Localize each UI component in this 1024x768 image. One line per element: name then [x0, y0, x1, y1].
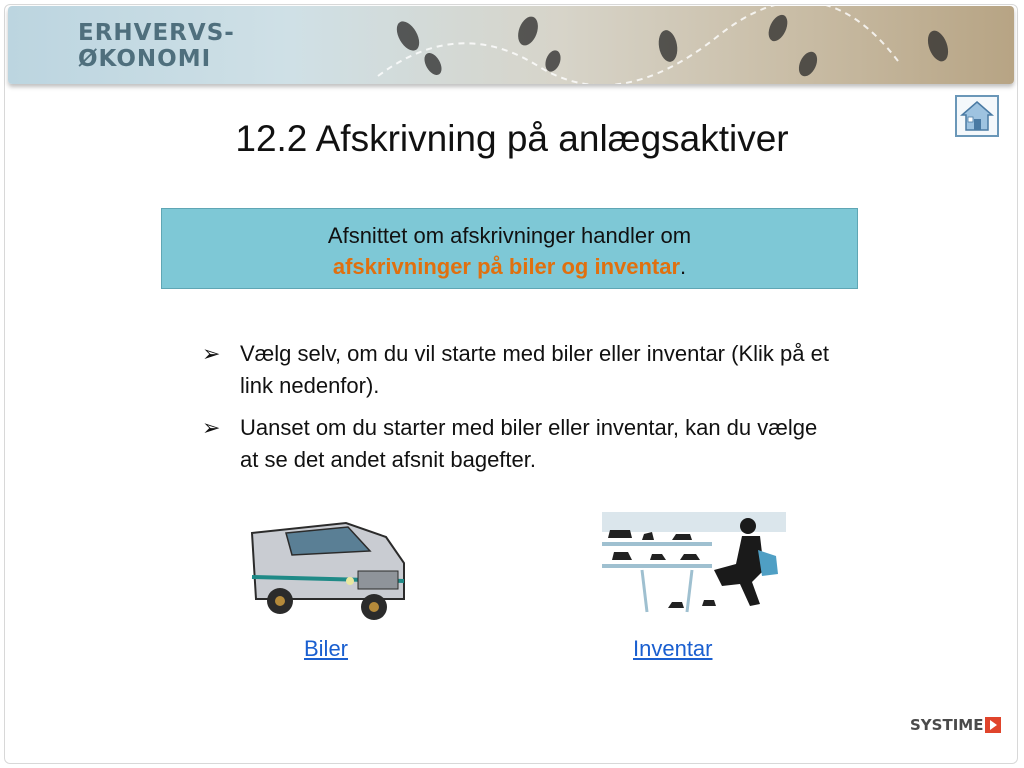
intro-highlight: afskrivninger på biler og inventar [332, 254, 681, 279]
bullet-text: Vælg selv, om du vil starte med biler eller inventar (Klik på et link nedenfor). [240, 341, 829, 398]
bullet-text: Uanset om du starter med biler eller inventar, kan du vælge at se det andet afsnit bagefter. [240, 415, 818, 472]
shop-image[interactable] [602, 512, 786, 620]
banner-footprints-art [338, 6, 1014, 84]
systime-arrow-icon [985, 717, 1001, 733]
app-logo [78, 20, 235, 72]
logo-line-2: ØKONOMI [78, 46, 212, 72]
arrow-bullet-icon: ➢ [202, 341, 221, 366]
inventar-link[interactable]: Inventar [633, 636, 713, 661]
header-banner [8, 6, 1014, 84]
intro-suffix: . [680, 254, 687, 279]
intro-box [161, 208, 858, 289]
list-item [198, 412, 838, 476]
systime-logo: SYSTIME [910, 716, 984, 734]
intro-text: Afsnittet om afskrivninger handler om [327, 223, 692, 248]
biler-link[interactable]: Biler [304, 636, 349, 661]
van-image[interactable] [246, 515, 412, 623]
list-item [198, 338, 838, 402]
page-title: 12.2 Afskrivning på anlægsaktiver [235, 118, 789, 159]
intro-highlight-line [162, 251, 857, 282]
logo-line-1: ERHVERVS- [78, 20, 235, 46]
arrow-bullet-icon: ➢ [202, 415, 221, 440]
bullet-list [198, 338, 838, 486]
